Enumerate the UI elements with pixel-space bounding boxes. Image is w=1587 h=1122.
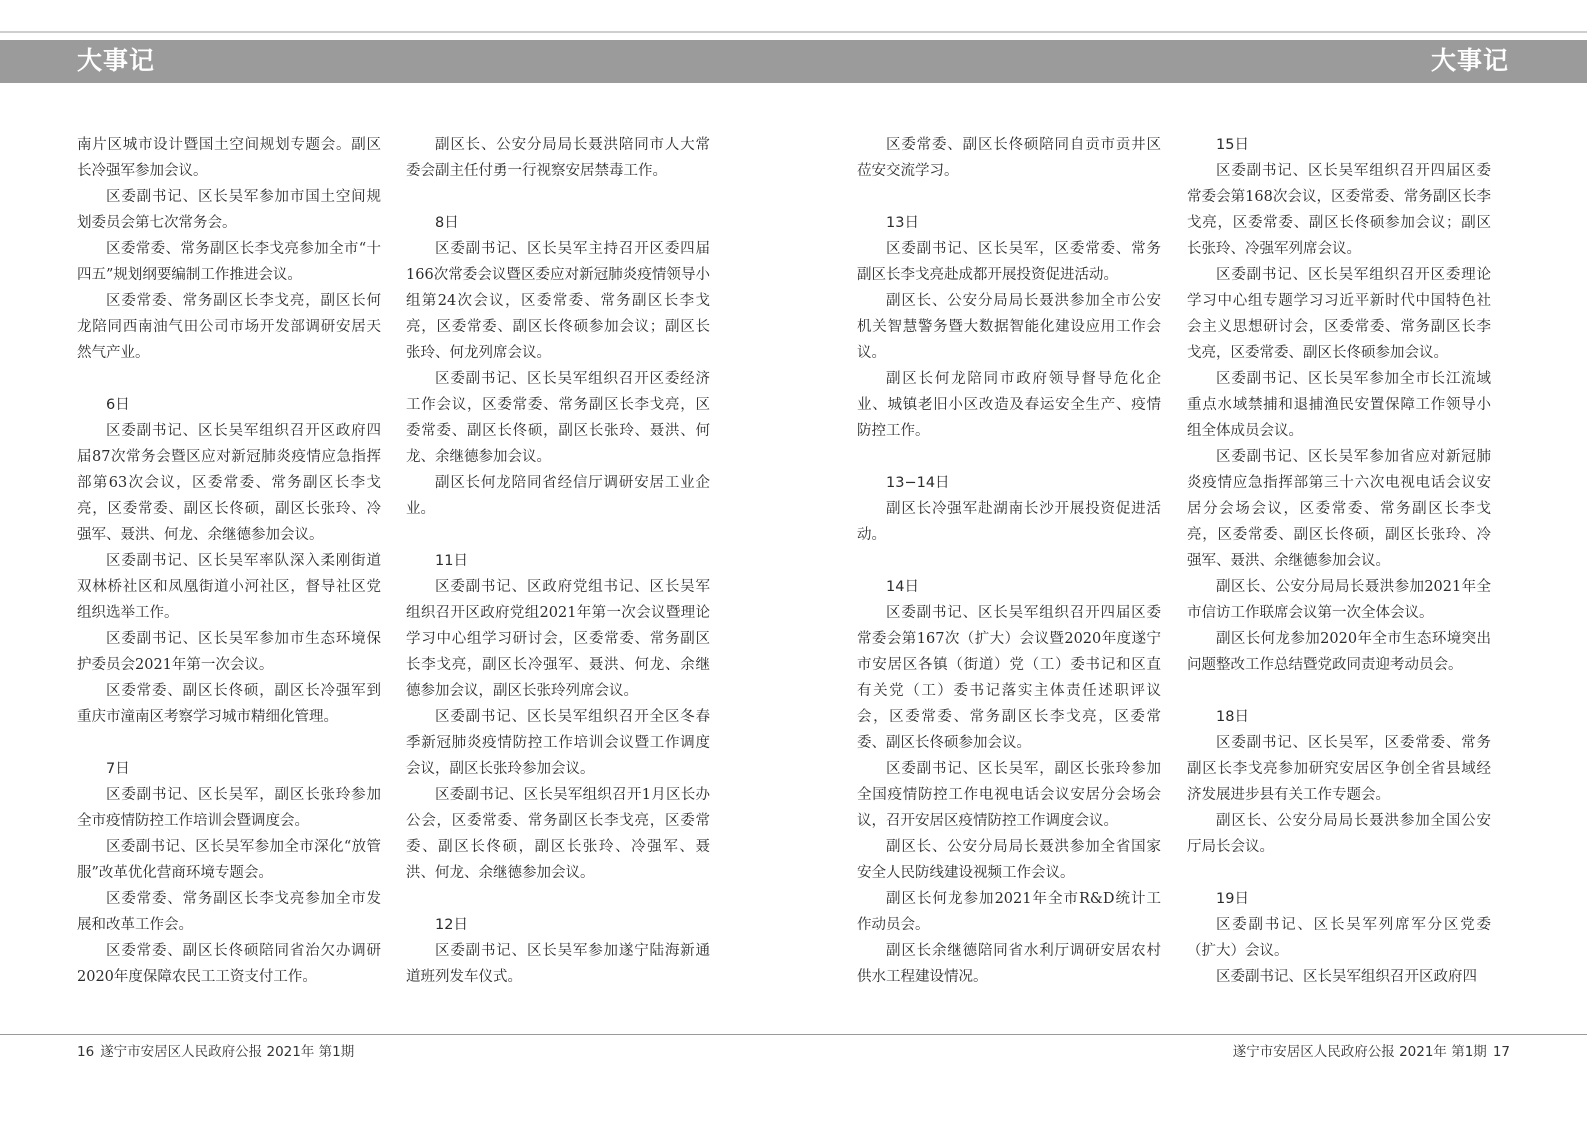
paragraph: 区委副书记、区长吴军参加遂宁陆海新通道班列发车仪式。 <box>406 943 710 985</box>
text-column-2 <box>406 132 710 990</box>
paragraph: 副区长冷强军赴湖南长沙开展投资促进活动。 <box>857 501 1161 543</box>
paragraph: 区委常委、常务副区长李戈亮参加全市发展和改革工作会。 <box>77 891 381 933</box>
paragraph: 区委副书记、区长吴军组织召开全区冬春季新冠肺炎疫情防控工作培训会议暨工作调度会议，副区长张玲参加会议。 <box>406 709 710 777</box>
paragraph: 区委常委、副区长佟硕，副区长冷强军到重庆市潼南区考察学习城市精细化管理。 <box>77 683 381 725</box>
paragraph: 区委副书记、区长吴军组织召开区委理论学习中心组专题学习习近平新时代中国特色社会主义思想研讨会，区委常委、常务副区长李戈亮，区委常委、副区长佟硕参加会议。 <box>1187 267 1491 361</box>
date-heading: 7日 <box>106 761 130 777</box>
page-number-right: 17 <box>1492 1044 1510 1060</box>
footer-rule <box>0 1034 1587 1035</box>
paragraph: 区委副书记、区长吴军参加市国土空间规划委员会第七次常务会。 <box>77 189 381 231</box>
paragraph: 副区长、公安分局局长聂洪参加全国公安厅局长会议。 <box>1187 813 1491 855</box>
publication-info-left: 遂宁市安居区人民政府公报 2021年 第1期 <box>100 1044 355 1060</box>
date-heading: 13日 <box>886 215 919 231</box>
paragraph: 区委常委、副区长佟硕陪同自贡市贡井区莅安交流学习。 <box>857 137 1161 179</box>
date-heading: 18日 <box>1216 709 1249 725</box>
paragraph: 南片区城市设计暨国土空间规划专题会。副区长冷强军参加会议。 <box>77 137 381 179</box>
paragraph: 副区长余继德陪同省水利厅调研安居农村供水工程建设情况。 <box>857 943 1161 985</box>
paragraph: 区委常委、副区长佟硕陪同省治欠办调研2020年度保障农民工工资支付工作。 <box>77 943 381 985</box>
date-heading: 14日 <box>886 579 919 595</box>
paragraph: 区委副书记、区长吴军组织召开1月区长办公会，区委常委、常务副区长李戈亮，区委常委、副区长佟硕，副区长张玲、冷强军、聂洪、何龙、余继德参加会议。 <box>406 787 710 881</box>
paragraph: 区委副书记、区长吴军参加全市深化“放管服”改革优化营商环境专题会。 <box>77 839 381 881</box>
paragraph: 副区长何龙陪同市政府领导督导危化企业、城镇老旧小区改造及春运安全生产、疫情防控工作。 <box>857 371 1161 439</box>
header-bar <box>0 40 1587 83</box>
paragraph: 副区长、公安分局局长聂洪参加2021年全市信访工作联席会议第一次全体会议。 <box>1187 579 1491 621</box>
paragraph: 区委副书记、区长吴军，区委常委、常务副区长李戈亮参加研究安居区争创全省县域经济发展进步县有关工作专题会。 <box>1187 735 1491 803</box>
paragraph: 区委副书记、区长吴军组织召开区委经济工作会议，区委常委、常务副区长李戈亮，区委常委、副区长佟硕，副区长张玲、聂洪、何龙、余继德参加会议。 <box>406 371 710 465</box>
paragraph: 区委副书记、区长吴军组织召开区政府四届87次常务会暨区应对新冠肺炎疫情应急指挥部第63次会议，区委常委、常务副区长李戈亮，区委常委、副区长佟硕，副区长张玲、冷强军、聂洪、何龙、余继德参加会议。 <box>77 423 381 543</box>
date-heading: 15日 <box>1216 137 1249 153</box>
date-heading: 8日 <box>435 215 459 231</box>
paragraph: 区委副书记、区长吴军主持召开区委四届166次常委会议暨区委应对新冠肺炎疫情领导小组第24次会议，区委常委、常务副区长李戈亮，区委常委、副区长佟硕参加会议；副区长张玲、何龙列席会议。 <box>406 241 710 361</box>
date-heading: 19日 <box>1216 891 1249 907</box>
paragraph: 区委副书记、区长吴军，副区长张玲参加全国疫情防控工作电视电话会议安居分会场会议，召开安居区疫情防控工作调度会议。 <box>857 761 1161 829</box>
paragraph: 区委副书记、区长吴军组织召开区政府四 <box>1216 969 1477 985</box>
paragraph: 副区长何龙参加2020年全市生态环境突出问题整改工作总结暨党政同责迎考动员会。 <box>1187 631 1491 673</box>
top-rule <box>0 31 1587 33</box>
paragraph: 副区长、公安分局局长聂洪陪同市人大常委会副主任付勇一行视察安居禁毒工作。 <box>406 137 710 179</box>
section-title-left: 大事记 <box>77 46 156 75</box>
paragraph: 副区长、公安分局局长聂洪参加全市公安机关智慧警务暨大数据智能化建设应用工作会议。 <box>857 293 1161 361</box>
text-column-1 <box>77 132 381 990</box>
paragraph: 副区长、公安分局局长聂洪参加全省国家安全人民防线建设视频工作会议。 <box>857 839 1161 881</box>
paragraph: 副区长何龙陪同省经信厅调研安居工业企业。 <box>406 475 710 517</box>
footer-left <box>77 1040 360 1060</box>
paragraph: 区委副书记、区长吴军参加市生态环境保护委员会2021年第一次会议。 <box>77 631 381 673</box>
paragraph: 区委副书记、区长吴军参加省应对新冠肺炎疫情应急指挥部第三十六次电视电话会议安居分会场会议，区委常委、常务副区长李戈亮，区委常委、副区长佟硕，副区长张玲、冷强军、聂洪、余继德参加会议。 <box>1187 449 1491 569</box>
paragraph: 区委副书记、区长吴军，区委常委、常务副区长李戈亮赴成都开展投资促进活动。 <box>857 241 1161 283</box>
text-column-3 <box>857 132 1161 990</box>
paragraph: 区委副书记、区长吴军组织召开四届区委常委会第167次（扩大）会议暨2020年度遂宁市安居区各镇（街道）党（工）委书记和区直有关党（工）委书记落实主体责任述职评议会，区委常委、常务副区长李戈亮，区委常委、副区长佟硕参加会议。 <box>857 605 1161 751</box>
paragraph: 区委常委、常务副区长李戈亮，副区长何龙陪同西南油气田公司市场开发部调研安居天然气产业。 <box>77 293 381 361</box>
paragraph: 副区长何龙参加2021年全市R&D统计工作动员会。 <box>857 891 1161 933</box>
text-column-4 <box>1187 132 1491 990</box>
paragraph: 区委副书记、区长吴军组织召开四届区委常委会第168次会议，区委常委、常务副区长李戈亮，区委常委、副区长佟硕参加会议；副区长张玲、冷强军列席会议。 <box>1187 163 1491 257</box>
date-heading: 13−14日 <box>886 475 950 491</box>
paragraph: 区委副书记、区长吴军，副区长张玲参加全市疫情防控工作培训会暨调度会。 <box>77 787 381 829</box>
date-heading: 12日 <box>435 917 468 933</box>
paragraph: 区委常委、常务副区长李戈亮参加全市“十四五”规划纲要编制工作推进会议。 <box>77 241 381 283</box>
page-number-left: 16 <box>77 1044 95 1060</box>
paragraph: 区委副书记、区长吴军参加全市长江流域重点水域禁捕和退捕渔民安置保障工作领导小组全体成员会议。 <box>1187 371 1491 439</box>
publication-info-right: 遂宁市安居区人民政府公报 2021年 第1期 <box>1232 1044 1487 1060</box>
date-heading: 6日 <box>106 397 130 413</box>
footer-right <box>1227 1040 1510 1060</box>
paragraph: 区委副书记、区长吴军率队深入柔刚街道双林桥社区和凤凰街道小河社区，督导社区党组织选举工作。 <box>77 553 381 621</box>
paragraph: 区委副书记、区政府党组书记、区长吴军组织召开区政府党组2021年第一次会议暨理论学习中心组学习研讨会，区委常委、常务副区长李戈亮，副区长冷强军、聂洪、何龙、余继德参加会议，副区长张玲列席会议。 <box>406 579 710 699</box>
date-heading: 11日 <box>435 553 468 569</box>
section-title-right: 大事记 <box>1430 46 1509 75</box>
paragraph: 区委副书记、区长吴军列席军分区党委（扩大）会议。 <box>1187 917 1491 959</box>
